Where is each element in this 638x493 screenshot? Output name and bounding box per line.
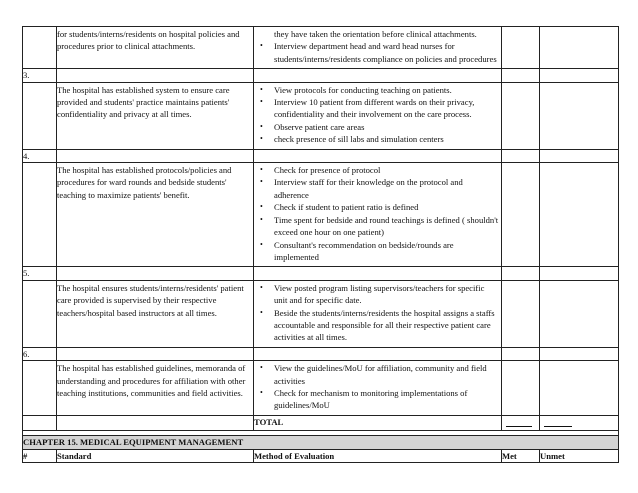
empty-cell [57,69,254,82]
header-standard: Standard [57,449,254,462]
standard-text: The hospital has established system to ensure care provided and students' practice maintains patients' confidentiality and privacy at all times. [57,82,254,149]
header-num: # [23,449,57,462]
number-cell [23,163,57,267]
list-item [260,387,499,412]
evaluation-text: Interview 10 patient from different wards on their privacy, confidentiality and their involvement on the care process. [274,97,475,120]
standard-text: The hospital has established guidelines, memoranda of understanding and procedures for affiliation with other teaching institutions, communities and field activities. [57,361,254,416]
met-cell[interactable] [502,163,540,267]
empty-cell [540,149,619,162]
empty-cell [540,267,619,280]
list-item [260,307,499,344]
standard-text: The hospital ensures students/interns/residents' patient care provided is supervised by their respective teachers/hospital based instructors at all times. [57,280,254,347]
table-row [23,280,619,347]
list-item [260,96,499,121]
table-row [23,82,619,149]
evaluation-list [254,281,501,347]
unmet-blank [544,426,572,427]
total-unmet-cell[interactable] [540,415,619,430]
header-unmet: Unmet [540,449,619,462]
bullet-icon: • [260,134,263,144]
empty-cell [254,347,502,360]
met-cell[interactable] [502,280,540,347]
total-num-cell [23,415,57,430]
evaluation-text: Check for mechanism to monitoring implementations of guidelines/MoU [274,387,468,411]
list-item [260,282,499,307]
empty-cell [502,267,540,280]
empty-cell [540,69,619,82]
standard-text: The hospital has established protocols/policies and procedures for ward rounds and bedside students' teaching to maximize patients' benefit. [57,163,254,267]
evaluation-list [254,27,501,68]
met-blank [506,426,532,427]
evaluation-text: Interview staff for their knowledge on the protocol and adherence [274,177,463,200]
evaluation-text: View posted program listing supervisors/teachers for specific unit and for specific date. [274,282,485,306]
standard-number: 5. [23,267,57,280]
met-cell[interactable] [502,27,540,69]
standard-number: 6. [23,347,57,360]
standard-number-row [23,69,619,82]
met-cell[interactable] [502,361,540,416]
standard-number: 3. [23,69,57,82]
standard-number-row [23,267,619,280]
table-row [23,163,619,267]
evaluation-text: Check if student to patient ratio is defined [274,202,419,213]
table-row [23,361,619,416]
empty-cell [254,149,502,162]
empty-cell [502,69,540,82]
empty-cell [540,347,619,360]
header-met: Met [502,449,540,462]
bullet-icon: • [260,202,263,212]
empty-cell [57,149,254,162]
evaluation-cell [254,27,502,69]
empty-cell [502,149,540,162]
unmet-cell[interactable] [540,163,619,267]
standard-text: for students/interns/residents on hospital policies and procedures prior to clinical attachments. [57,27,254,69]
bullet-icon: • [260,363,263,373]
number-cell [23,361,57,416]
evaluation-text: Check for presence of protocol [274,165,381,176]
header-evaluation: Method of Evaluation [254,449,502,462]
empty-cell [254,267,502,280]
list-item [260,133,499,145]
chapter-title: CHAPTER 15. MEDICAL EQUIPMENT MANAGEMENT [23,436,619,449]
bullet-icon: • [260,239,263,249]
list-item [260,239,499,264]
evaluation-table [22,26,619,463]
evaluation-text: check presence of sill labs and simulation centers [274,134,444,145]
evaluation-text: View the guidelines/MoU for affiliation, community and field activities [274,363,487,386]
bullet-icon: • [260,84,263,94]
evaluation-cell [254,361,502,416]
unmet-cell[interactable] [540,280,619,347]
bullet-icon: • [260,121,263,131]
list-item [260,28,499,40]
list-item [260,176,499,201]
evaluation-list [254,361,501,415]
evaluation-cell [254,163,502,267]
empty-cell [57,267,254,280]
table-row [23,27,619,69]
bullet-icon: • [260,177,263,187]
bullet-icon: • [260,165,263,175]
number-cell [23,82,57,149]
total-label: TOTAL [254,415,502,430]
total-met-cell[interactable] [502,415,540,430]
list-item [260,164,499,176]
list-item [260,84,499,96]
evaluation-text: they have taken the orientation before clinical attachments. [274,29,477,39]
bullet-icon: • [260,307,263,317]
evaluation-text: View protocols for conducting teaching on patients. [274,84,452,95]
unmet-cell[interactable] [540,361,619,416]
standard-number: 4. [23,149,57,162]
bullet-icon: • [260,97,263,107]
unmet-cell[interactable] [540,27,619,69]
standard-number-row [23,347,619,360]
bullet-icon: • [260,41,263,51]
evaluation-text: Observe patient care areas [274,121,365,132]
evaluation-text: Beside the students/interns/residents the hospital assigns a staffs accountable and responsible for all their respective patient care activities at all times. [274,307,495,343]
unmet-cell[interactable] [540,82,619,149]
list-item [260,214,499,239]
total-standard-cell [57,415,254,430]
list-item [260,362,499,387]
evaluation-text: Interview department head and ward head nurses for students/interns/residents compliance on policies and procedures [274,41,497,64]
chapter-row [23,436,619,449]
bullet-icon: • [260,387,263,397]
evaluation-cell [254,82,502,149]
number-cell [23,280,57,347]
evaluation-list [254,163,501,266]
evaluation-list [254,83,501,149]
list-item [260,121,499,133]
list-item [260,201,499,213]
number-cell [23,27,57,69]
evaluation-text: Consultant's recommendation on bedside/rounds are implemented [274,239,454,262]
total-row [23,415,619,430]
standard-number-row [23,149,619,162]
met-cell[interactable] [502,82,540,149]
empty-cell [57,347,254,360]
list-item [260,40,499,65]
evaluation-text: Time spent for bedside and round teachings is defined ( shouldn't exceed one hour on one patient) [274,214,499,238]
evaluation-cell [254,280,502,347]
empty-cell [254,69,502,82]
header-row [23,449,619,462]
bullet-icon: • [260,214,263,224]
standards-rows [23,27,619,416]
empty-cell [502,347,540,360]
bullet-icon: • [260,282,263,292]
